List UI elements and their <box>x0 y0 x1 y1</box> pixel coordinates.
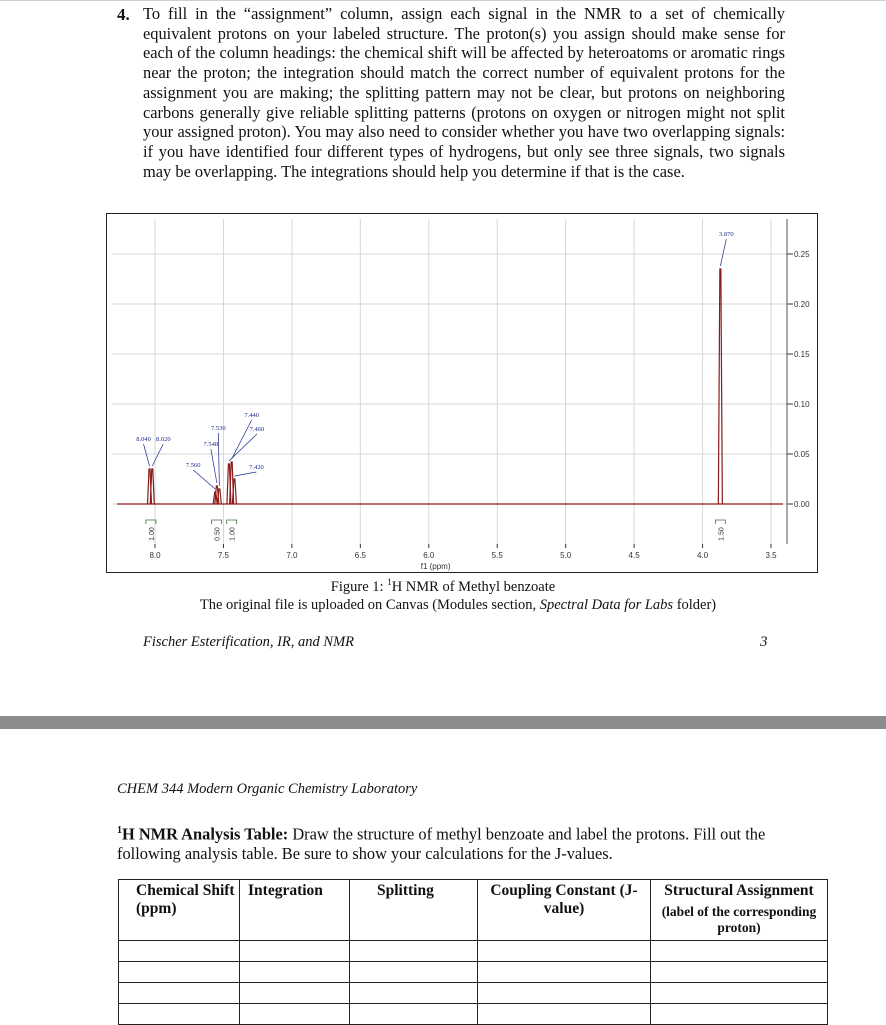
peak-label: 7.440 <box>244 412 259 419</box>
integral-bracket <box>146 520 156 524</box>
peak-label-leader <box>234 472 256 476</box>
integral-value: 1.50 <box>718 527 726 541</box>
table-row[interactable] <box>119 983 828 1004</box>
peak-label-leader <box>232 420 252 459</box>
col-splitting: Splitting <box>350 880 478 941</box>
peak-label-leader <box>144 444 150 466</box>
figure-caption <box>0 577 886 596</box>
analysis-title: H NMR Analysis Table: <box>122 824 289 844</box>
integral-value: 0.50 <box>214 527 222 541</box>
footer-title: Fischer Esterification, IR, and NMR <box>143 634 355 650</box>
caption-prefix: Figure 1: <box>330 578 388 595</box>
y-tick-label: 0.00 <box>794 500 810 509</box>
peak-label: 7.460 <box>249 426 265 433</box>
x-tick-label: 3.5 <box>765 551 777 560</box>
peak-label-leader <box>218 433 219 486</box>
analysis-table <box>118 879 828 1025</box>
x-tick-label: 6.5 <box>354 551 366 560</box>
peak-label: 7.548 <box>203 441 219 448</box>
table-header-row <box>119 880 828 941</box>
integral-bracket <box>227 520 237 524</box>
col-structural-assignment: Structural Assignment (label of the corresponding proton) <box>651 880 828 941</box>
peak-label: 7.420 <box>249 464 264 471</box>
analysis-text: Draw the structure of methyl benzoate and label the protons. Fill out the following analysis table. Be sure to show your calculations for the J-values. <box>117 824 766 864</box>
col-integration: Integration <box>240 880 350 941</box>
peak-label: 7.560 <box>185 462 201 469</box>
table-row[interactable] <box>119 1004 828 1025</box>
x-axis-label: f1 (ppm) <box>420 562 451 571</box>
col-chemical-shift: Chemical Shift (ppm) <box>119 880 240 941</box>
x-tick-label: 7.0 <box>286 551 298 560</box>
integral-value: 1.00 <box>148 527 156 541</box>
page-separator <box>0 716 886 729</box>
question-text: To fill in the “assignment” column, assign each signal in the NMR to a set of chemically equivalent protons on your labeled structure. The proton(s) you assign should make sense for each of the column headings: the chemical shift will be affected by heteroatoms or aromatic rings near the proton; the integration should match the correct number of equivalent protons for the assignment you are making; the splitting pattern may not be clear, but protons on neighboring carbons generally give reliable splitting patterns (protons on oxygen or nitrogen might not split your assigned proton). You may also need to consider whether you have two overlapping signals: if you have identified four different types of hydrogens, but only see three signals, two signals may be overlapping. The integrations should help you determine if that is the case. <box>143 4 785 181</box>
spectrum-peak <box>150 469 154 504</box>
peak-label-leader <box>229 434 257 461</box>
note-start: The original file is uploaded on Canvas (Modules section, <box>199 597 540 613</box>
nmr-spectrum-chart <box>106 213 818 573</box>
y-tick-label: 0.15 <box>794 350 810 359</box>
table-row[interactable] <box>119 962 828 983</box>
peak-label: 8.020 <box>155 436 171 443</box>
title-sup: 1 <box>117 825 122 836</box>
peak-label-leader <box>720 239 726 266</box>
y-tick-label: 0.20 <box>794 300 810 309</box>
x-tick-label: 7.5 <box>217 551 230 560</box>
col-coupling-constant: Coupling Constant (J-value) <box>478 880 651 941</box>
note-italic: Spectral Data for Labs <box>539 597 674 613</box>
peak-label: 3.870 <box>719 231 734 238</box>
integral-bracket <box>715 520 725 524</box>
assignment-subheader: (label of the corresponding proton) <box>661 904 817 935</box>
nmr-spectrum-svg <box>107 214 817 572</box>
peak-label-leader <box>193 470 215 489</box>
y-tick-label: 0.10 <box>794 400 810 409</box>
caption-sup: 1 <box>387 577 392 587</box>
page-number: 3 <box>760 634 768 650</box>
x-tick-label: 6.0 <box>423 551 435 560</box>
y-tick-label: 0.25 <box>794 250 810 259</box>
note-end: folder) <box>673 597 717 613</box>
integral-value: 1.00 <box>229 527 237 541</box>
x-tick-label: 5.5 <box>491 551 503 560</box>
page-header: CHEM 344 Modern Organic Chemistry Laboratory <box>117 781 418 797</box>
figure-note <box>0 597 886 614</box>
caption-text: H NMR of Methyl benzoate <box>391 578 556 595</box>
peak-label: 7.530 <box>211 425 226 432</box>
page-2 <box>0 729 886 1024</box>
page-top-edge <box>0 0 886 1</box>
x-tick-label: 4.5 <box>628 551 640 560</box>
peak-label: 8.040 <box>136 436 151 443</box>
x-tick-label: 4.0 <box>696 551 709 560</box>
x-tick-label: 5.0 <box>560 551 572 560</box>
integral-bracket <box>212 520 222 524</box>
x-tick-label: 8.0 <box>149 551 161 560</box>
peak-label-leader <box>152 444 163 466</box>
y-tick-label: 0.05 <box>794 450 810 459</box>
analysis-instructions <box>117 821 777 864</box>
question-number: 4. <box>117 5 130 24</box>
table-row[interactable] <box>119 941 828 962</box>
